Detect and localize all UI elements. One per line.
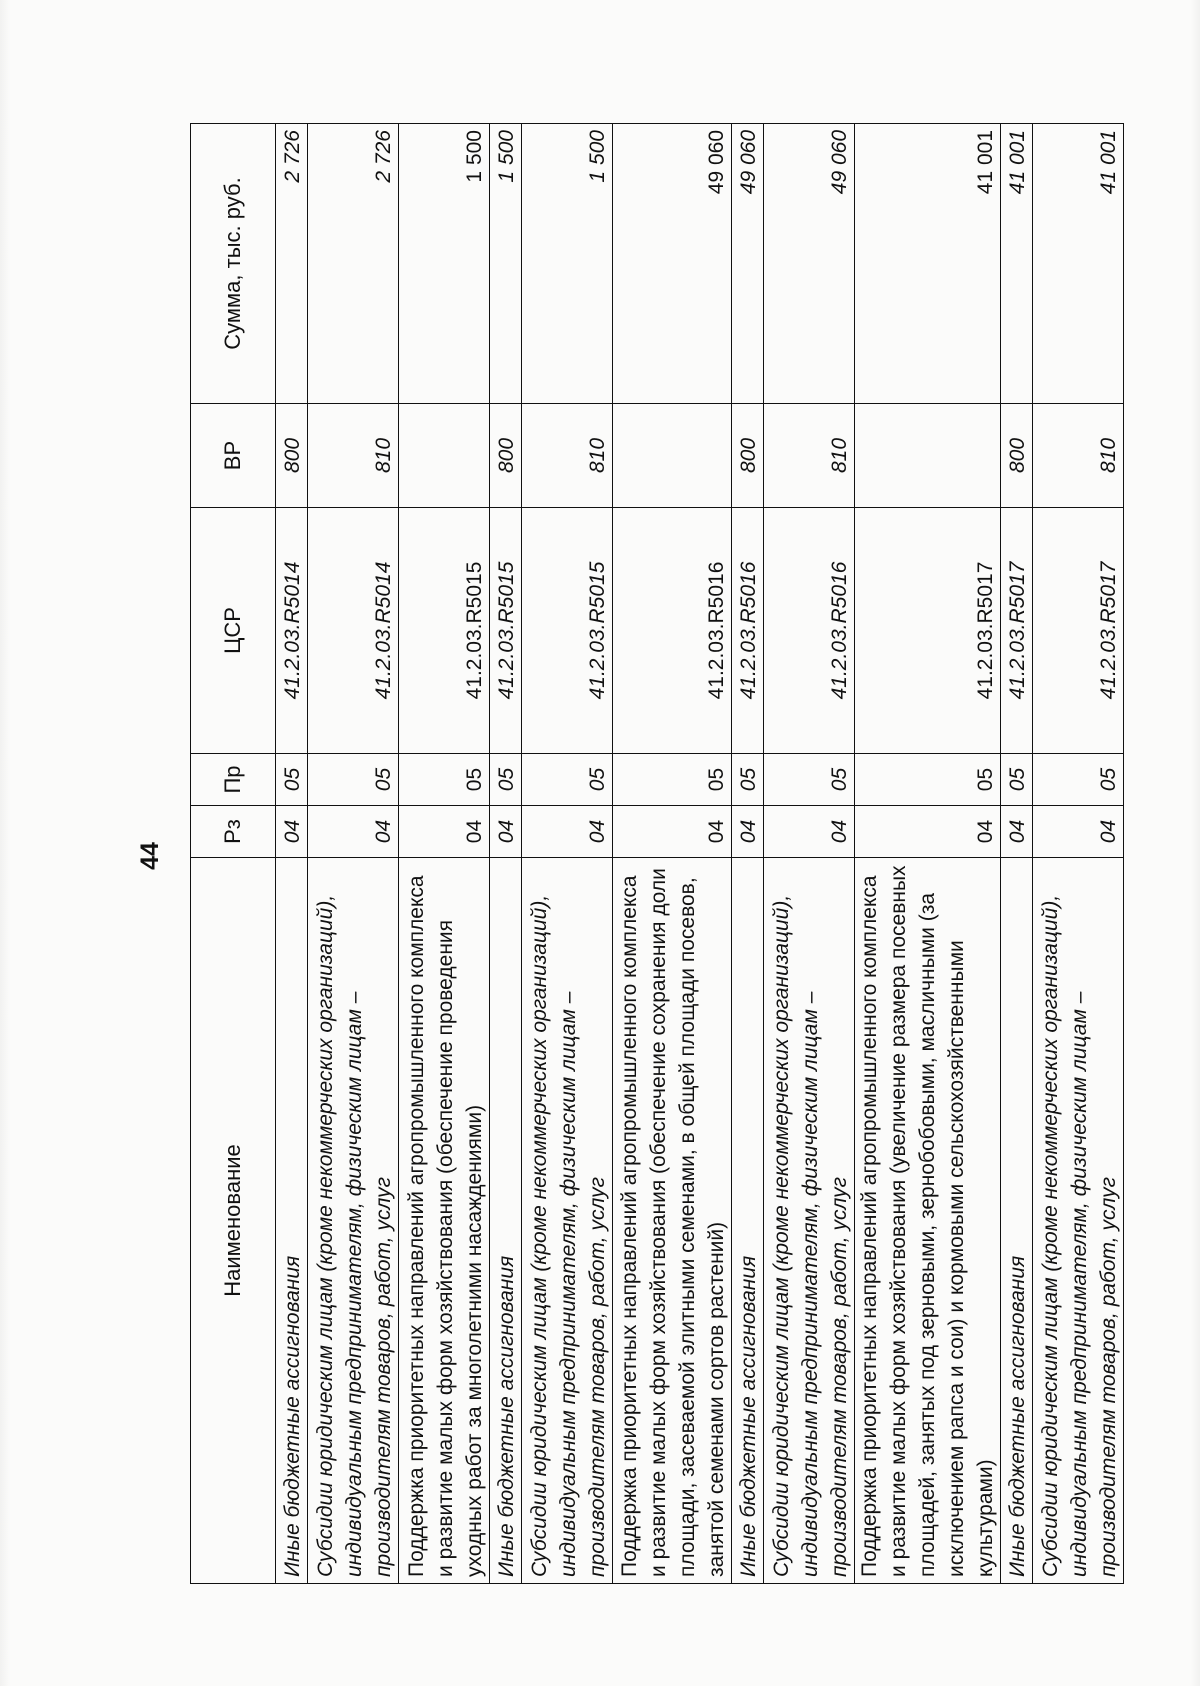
- cell-name: Субсидии юридическим лицам (кроме некоммерческих организаций), индивидуальным предпринимателям, физическим лицам – производителям товаров, работ, услуг: [764, 858, 855, 1584]
- cell-vr: 810: [308, 404, 399, 508]
- cell-csr: 41.2.03.R5016: [764, 508, 855, 754]
- cell-sum: 49 060: [613, 124, 732, 404]
- cell-vr: 810: [1033, 404, 1124, 508]
- table-row: [399, 124, 490, 1584]
- cell-vr: 800: [1001, 404, 1033, 508]
- cell-pr: 05: [764, 754, 855, 806]
- cell-sum: 41 001: [1033, 124, 1124, 404]
- table-row: [613, 124, 732, 1584]
- cell-name: Поддержка приоритетных направлений агропромышленного комплекса и развитие малых форм хозяйствования (обеспечение сохранения доли площади, засеваемой элитными семенами, в общей площади посевов, занятой семенами сортов растений): [613, 858, 732, 1584]
- header-pr: Пр: [191, 754, 276, 806]
- header-name: Наименование: [191, 858, 276, 1584]
- cell-sum: 2 726: [308, 124, 399, 404]
- cell-vr: [855, 404, 1001, 508]
- cell-sum: 1 500: [399, 124, 490, 404]
- cell-rz: 04: [855, 806, 1001, 858]
- cell-name: Субсидии юридическим лицам (кроме некоммерческих организаций), индивидуальным предпринимателям, физическим лицам – производителям товаров, работ, услуг: [522, 858, 613, 1584]
- cell-vr: 800: [490, 404, 522, 508]
- cell-rz: 04: [276, 806, 308, 858]
- table-row: [732, 124, 764, 1584]
- rotated-table-container: [190, 124, 1120, 1584]
- cell-sum: 1 500: [522, 124, 613, 404]
- cell-csr: 41.2.03.R5016: [613, 508, 732, 754]
- cell-rz: 04: [1033, 806, 1124, 858]
- cell-rz: 04: [490, 806, 522, 858]
- header-rz: Рз: [191, 806, 276, 858]
- cell-vr: 810: [522, 404, 613, 508]
- cell-name: Субсидии юридическим лицам (кроме некоммерческих организаций), индивидуальным предпринимателям, физическим лицам – производителям товаров, работ, услуг: [1033, 858, 1124, 1584]
- page-edge-left: [0, 0, 10, 1686]
- cell-pr: 05: [855, 754, 1001, 806]
- cell-csr: 41.2.03.R5017: [855, 508, 1001, 754]
- cell-pr: 05: [1033, 754, 1124, 806]
- cell-sum: 2 726: [276, 124, 308, 404]
- cell-rz: 04: [308, 806, 399, 858]
- cell-sum: 49 060: [732, 124, 764, 404]
- cell-pr: 05: [490, 754, 522, 806]
- table-row: [522, 124, 613, 1584]
- table-header-row: [191, 124, 276, 1584]
- table-row: [1033, 124, 1124, 1584]
- cell-csr: 41.2.03.R5017: [1033, 508, 1124, 754]
- cell-rz: 04: [399, 806, 490, 858]
- cell-pr: 05: [399, 754, 490, 806]
- cell-name: Субсидии юридическим лицам (кроме некоммерческих организаций), индивидуальным предпринимателям, физическим лицам – производителям товаров, работ, услуг: [308, 858, 399, 1584]
- cell-rz: 04: [522, 806, 613, 858]
- cell-name: Иные бюджетные ассигнования: [490, 858, 522, 1584]
- cell-pr: 05: [1001, 754, 1033, 806]
- cell-sum: 41 001: [855, 124, 1001, 404]
- cell-rz: 04: [732, 806, 764, 858]
- cell-pr: 05: [522, 754, 613, 806]
- cell-pr: 05: [613, 754, 732, 806]
- cell-vr: 800: [276, 404, 308, 508]
- cell-vr: [613, 404, 732, 508]
- cell-rz: 04: [1001, 806, 1033, 858]
- cell-name: Иные бюджетные ассигнования: [276, 858, 308, 1584]
- cell-csr: 41.2.03.R5014: [308, 508, 399, 754]
- cell-name: Иные бюджетные ассигнования: [732, 858, 764, 1584]
- cell-name: Поддержка приоритетных направлений агропромышленного комплекса и развитие малых форм хозяйствования (увеличение размера посевных площадей, занятых под зерновыми, зернобобовыми, масличными (за исключением рапса и сои) и кормовыми сельскохозяйственными культурами): [855, 858, 1001, 1584]
- table-row: [490, 124, 522, 1584]
- table-row: [855, 124, 1001, 1584]
- table-row: [1001, 124, 1033, 1584]
- cell-pr: 05: [276, 754, 308, 806]
- cell-csr: 41.2.03.R5015: [399, 508, 490, 754]
- header-sum: Сумма, тыс. руб.: [191, 124, 276, 404]
- table-row: [276, 124, 308, 1584]
- table-row: [764, 124, 855, 1584]
- table-row: [308, 124, 399, 1584]
- cell-csr: 41.2.03.R5014: [276, 508, 308, 754]
- cell-csr: 41.2.03.R5016: [732, 508, 764, 754]
- cell-sum: 41 001: [1001, 124, 1033, 404]
- cell-vr: 800: [732, 404, 764, 508]
- cell-vr: [399, 404, 490, 508]
- cell-name: Поддержка приоритетных направлений агропромышленного комплекса и развитие малых форм хозяйствования (обеспечение проведения уходных работ за многолетними насаждениями): [399, 858, 490, 1584]
- cell-rz: 04: [764, 806, 855, 858]
- budget-table: [190, 123, 1124, 1584]
- cell-pr: 05: [308, 754, 399, 806]
- cell-csr: 41.2.03.R5015: [522, 508, 613, 754]
- cell-sum: 1 500: [490, 124, 522, 404]
- cell-sum: 49 060: [764, 124, 855, 404]
- cell-vr: 810: [764, 404, 855, 508]
- cell-csr: 41.2.03.R5015: [490, 508, 522, 754]
- cell-csr: 41.2.03.R5017: [1001, 508, 1033, 754]
- page-number: 44: [136, 842, 164, 870]
- cell-pr: 05: [732, 754, 764, 806]
- page-edge-right: [1190, 0, 1200, 1686]
- header-csr: ЦСР: [191, 508, 276, 754]
- cell-name: Иные бюджетные ассигнования: [1001, 858, 1033, 1584]
- header-vr: ВР: [191, 404, 276, 508]
- cell-rz: 04: [613, 806, 732, 858]
